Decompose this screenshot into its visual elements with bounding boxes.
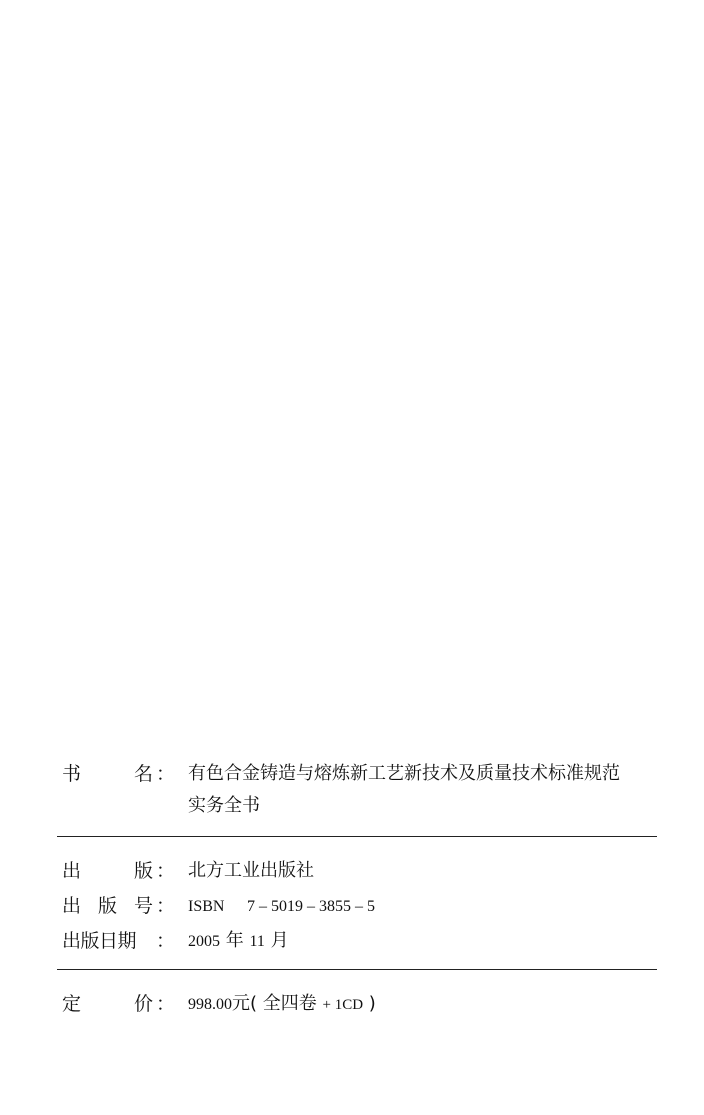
price-colon: ：	[156, 993, 176, 1015]
isbn-row	[62, 892, 702, 920]
divider-bottom	[57, 969, 657, 970]
isbn-label-char-1: 出	[62, 895, 82, 917]
price-row	[62, 990, 702, 1018]
isbn-label-char-3: 号	[134, 895, 154, 917]
title-row	[62, 760, 702, 820]
price-volumes: 全四卷	[262, 993, 317, 1014]
publisher-value: 北方工业出版社	[188, 860, 314, 881]
publisher-label-char-1: 出	[62, 860, 82, 882]
price-label-char-1: 定	[62, 993, 82, 1015]
publisher-label-char-2: 版	[134, 860, 154, 882]
date-year: 2005	[188, 933, 220, 950]
price-plus-cd: + 1CD	[322, 997, 364, 1013]
book-title-line-1: 有色合金铸造与熔炼新工艺新技术及质量技术标准规范	[188, 763, 620, 784]
date-month-unit: 月	[270, 930, 289, 951]
isbn-prefix: ISBN	[188, 898, 225, 915]
price-currency: 元(	[232, 993, 258, 1014]
price-label-char-2: 价	[134, 993, 154, 1015]
price-amount: 998.00	[188, 996, 232, 1013]
isbn-number: 7 – 5019 – 3855 – 5	[247, 898, 375, 915]
isbn-colon: ：	[156, 895, 176, 917]
date-colon: ：	[156, 930, 176, 952]
price-close-paren: )	[368, 993, 376, 1014]
book-title-line-2: 实务全书	[188, 795, 260, 816]
publisher-colon: ：	[156, 860, 176, 882]
date-label: 出版日期	[62, 930, 137, 952]
date-value	[188, 927, 289, 956]
date-row	[62, 927, 702, 955]
title-label-char-1: 书	[62, 763, 82, 785]
publisher-row	[62, 857, 702, 885]
title-colon: ：	[156, 763, 176, 785]
title-label-char-2: 名	[134, 763, 154, 785]
isbn-label-char-2: 版	[98, 895, 118, 917]
price-value	[188, 990, 376, 1019]
divider-top	[57, 836, 657, 837]
date-month: 11	[249, 933, 265, 950]
date-year-unit: 年	[225, 930, 244, 951]
